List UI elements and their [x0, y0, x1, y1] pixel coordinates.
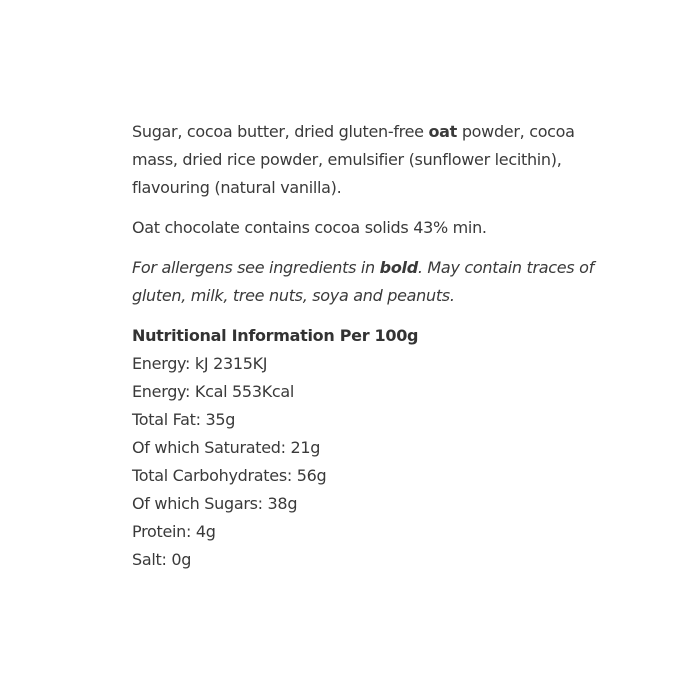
allergen-note-bold: bold — [379, 258, 418, 277]
ingredients-text — [132, 118, 602, 202]
nutrition-list — [132, 350, 602, 574]
allergen-note-end: . May contain traces of gluten, milk, tree nuts, soya and peanuts. — [132, 258, 594, 305]
allergen-note — [132, 254, 602, 310]
nutrition-row-saturated: Of which Saturated: 21g — [132, 438, 321, 457]
ingredients-text-end: powder, cocoa mass, dried rice powder, emulsifier (sunflower lecithin), flavouring (natural vanilla). — [132, 122, 575, 197]
nutrition-row-carbohydrates: Total Carbohydrates: 56g — [132, 466, 327, 485]
nutrition-row-total-fat: Total Fat: 35g — [132, 410, 236, 429]
nutrition-row-energy-kcal: Energy: Kcal 553Kcal — [132, 382, 295, 401]
allergen-note-start: For allergens see ingredients in — [132, 258, 380, 277]
nutrition-heading: Nutritional Information Per 100g — [132, 326, 419, 345]
nutrition-row-sugars: Of which Sugars: 38g — [132, 494, 298, 513]
ingredients-text-start: Sugar, cocoa butter, dried gluten-free — [132, 122, 429, 141]
cocoa-statement: Oat chocolate contains cocoa solids 43% min. — [132, 218, 487, 237]
product-info — [132, 118, 602, 574]
nutrition-row-salt: Salt: 0g — [132, 550, 192, 569]
ingredients-bold-allergen: oat — [428, 122, 458, 141]
nutrition-row-protein: Protein: 4g — [132, 522, 216, 541]
nutrition-row-energy-kj: Energy: kJ 2315KJ — [132, 354, 268, 373]
